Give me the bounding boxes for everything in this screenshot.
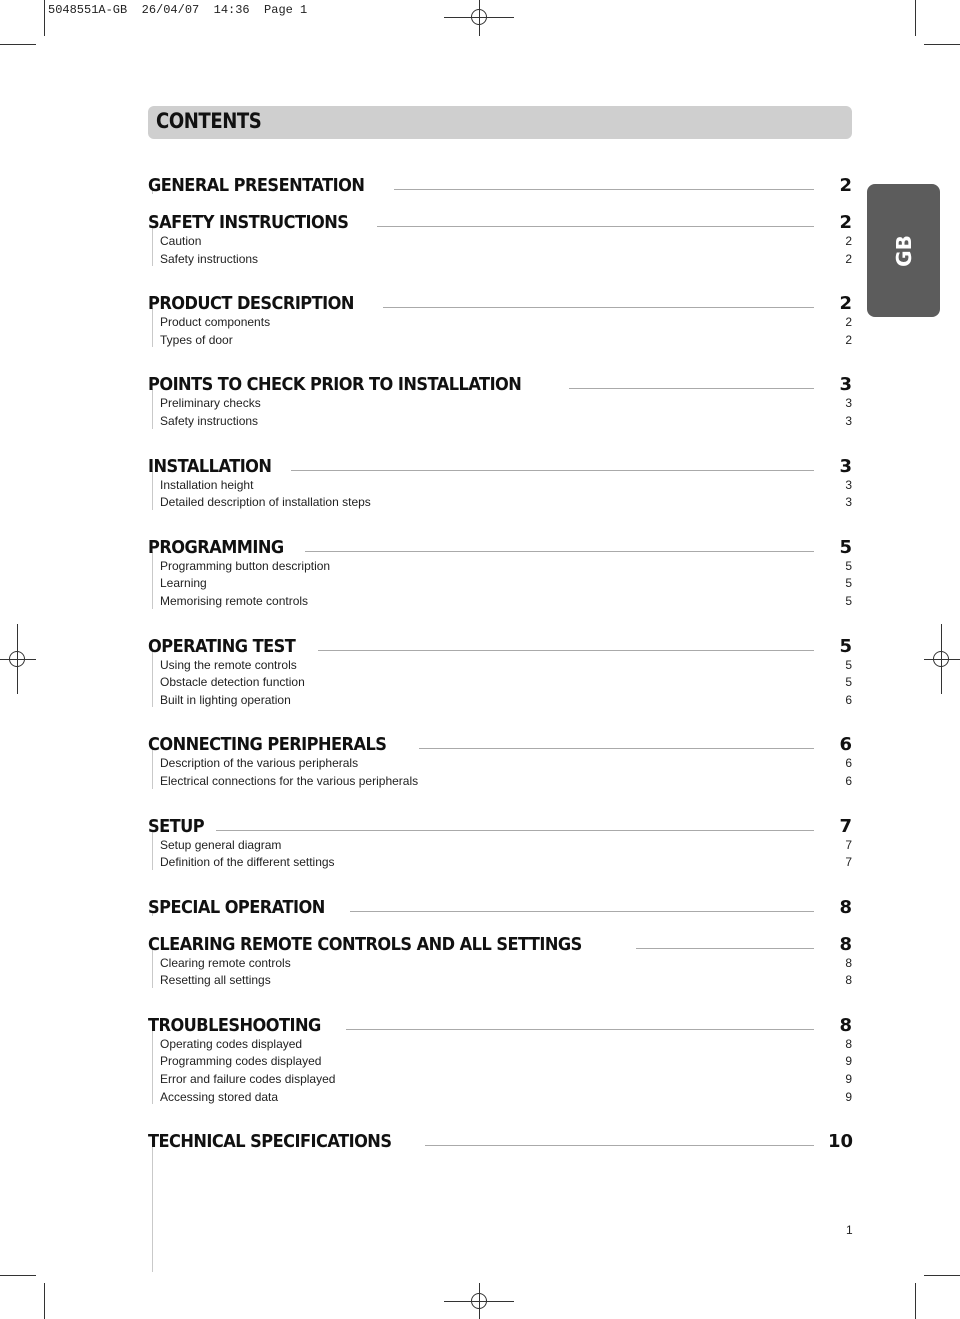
toc-section [148, 365, 852, 430]
toc-subitem-label: Clearing remote controls [160, 955, 291, 970]
toc-heading-page: 5 [839, 536, 852, 558]
toc-heading-row[interactable] [148, 1122, 852, 1152]
toc-heading-row[interactable] [148, 627, 852, 657]
toc-subitem-label: Electrical connections for the various peripherals [160, 773, 419, 788]
toc-heading-title: GENERAL PRESENTATION [148, 175, 365, 196]
toc-subitem-label: Preliminary checks [160, 396, 261, 411]
toc-leader-line [425, 1144, 815, 1146]
registration-mark-right-v [941, 624, 942, 694]
registration-mark-left-h [0, 659, 36, 660]
toc-heading-row[interactable] [148, 447, 852, 477]
registration-mark-right-h [924, 659, 960, 660]
language-tab [867, 184, 940, 317]
toc-heading-row[interactable] [148, 1006, 852, 1036]
toc-subitem[interactable] [148, 314, 852, 332]
toc-subitem[interactable] [148, 395, 852, 413]
toc-subitem[interactable] [148, 332, 852, 350]
toc-subitem-page: 5 [845, 657, 852, 672]
toc-subitem[interactable] [148, 854, 852, 872]
toc-heading-page: 8 [839, 896, 852, 918]
toc-heading-row[interactable] [148, 203, 852, 233]
toc-subitem-label: Safety instructions [160, 413, 259, 428]
toc-heading-title: INSTALLATION [148, 455, 272, 477]
toc-leader-line [318, 649, 814, 651]
page-title: CONTENTS [156, 109, 262, 133]
toc-leader-line [305, 550, 814, 552]
crop-mark-bottom-right-h [924, 1275, 960, 1276]
print-slug: 5048551A-GB 26/04/07 14:36 Page 1 [48, 3, 308, 17]
toc-heading-row[interactable] [148, 528, 852, 558]
toc-heading-title: OPERATING TEST [148, 635, 296, 657]
toc-subitem-page: 6 [845, 773, 852, 788]
toc-heading-title: TECHNICAL SPECIFICATIONS [148, 1131, 392, 1153]
toc-subitem-page: 3 [845, 396, 852, 411]
toc-subitem-label: Using the remote controls [160, 657, 297, 672]
toc-subitem-page: 6 [845, 692, 852, 707]
toc-subitem-label: Programming codes displayed [160, 1054, 322, 1069]
toc-subitem-label: Detailed description of installation steps [160, 495, 371, 510]
toc-subitem-page: 9 [845, 1054, 852, 1069]
toc-subitem-label: Obstacle detection function [160, 675, 305, 690]
toc-section [148, 627, 852, 710]
toc-heading-title: PROGRAMMING [148, 536, 284, 558]
toc-subitem-label: Types of door [160, 332, 233, 347]
crop-mark-bottom-right-v [915, 1283, 916, 1319]
toc-subitem-label: Safety instructions [160, 251, 259, 266]
toc-subitem-label: Error and failure codes displayed [160, 1072, 336, 1087]
toc-heading-page: 7 [839, 815, 852, 837]
toc-leader-line [216, 829, 814, 831]
toc-subitem-page: 3 [845, 413, 852, 428]
toc-subitem-page: 7 [845, 855, 852, 870]
toc-section [148, 284, 852, 349]
toc-subitem[interactable] [148, 1089, 852, 1107]
toc-subitem-page: 3 [845, 495, 852, 510]
toc-subitem-page: 2 [845, 332, 852, 347]
toc-section [148, 725, 852, 790]
crop-mark-top-left-h [0, 44, 36, 45]
toc-heading-page: 8 [839, 933, 852, 955]
toc-subitem[interactable] [148, 413, 852, 431]
toc-section [148, 888, 852, 918]
toc-heading-title: PRODUCT DESCRIPTION [148, 293, 354, 315]
toc-subitem[interactable] [148, 955, 852, 973]
toc-subitem-label: Memorising remote controls [160, 593, 309, 608]
toc-heading-page: 3 [839, 374, 852, 396]
toc-section [148, 528, 852, 611]
registration-mark-top-v [479, 0, 480, 36]
toc-subitem-page: 3 [845, 477, 852, 492]
toc-heading-title: TROUBLESHOOTING [148, 1014, 321, 1036]
toc-section [148, 1006, 852, 1106]
toc-section [148, 447, 852, 512]
toc-leader-line [636, 947, 814, 949]
toc-section [148, 1122, 852, 1152]
toc-heading-title: CLEARING REMOTE CONTROLS AND ALL SETTINGS [148, 933, 582, 955]
toc-leader-line [383, 306, 814, 308]
toc-leader-line [419, 747, 814, 749]
language-tab-label: GB [891, 234, 916, 267]
crop-mark-bottom-left-v [44, 1283, 45, 1319]
toc-subitem-page: 8 [845, 955, 852, 970]
toc-leader-line [394, 188, 814, 190]
crop-mark-bottom-left-h [0, 1275, 36, 1276]
crop-mark-top-right-h [924, 44, 960, 45]
toc-subitem[interactable] [148, 972, 852, 990]
toc-heading-row[interactable] [148, 807, 852, 837]
toc-subitem-label: Operating codes displayed [160, 1036, 303, 1051]
toc-subitem-label: Caution [160, 234, 202, 248]
toc-heading-page: 6 [839, 734, 852, 756]
toc-subitem[interactable] [148, 494, 852, 512]
toc-subitem-page: 2 [845, 315, 852, 330]
table-of-contents [148, 166, 852, 1152]
toc-heading-title: SPECIAL OPERATION [148, 896, 325, 918]
crop-mark-top-right-v [915, 0, 916, 36]
toc-subitem-page: 9 [845, 1089, 852, 1104]
toc-subitem[interactable] [148, 558, 852, 576]
toc-heading-row[interactable] [148, 925, 852, 955]
toc-subitem[interactable] [148, 1053, 852, 1071]
crop-mark-top-left-v [44, 0, 45, 36]
toc-subitem[interactable] [148, 1071, 852, 1089]
toc-heading-row[interactable] [148, 166, 852, 196]
toc-subitem-label: Resetting all settings [160, 973, 271, 988]
toc-leader-line [569, 387, 814, 389]
toc-subitem[interactable] [148, 593, 852, 611]
toc-subitem-page: 2 [845, 251, 852, 266]
toc-subitem-label: Product components [160, 315, 271, 330]
toc-subitem-label: Definition of the different settings [160, 855, 335, 870]
toc-heading-page: 5 [839, 635, 852, 657]
toc-leader-line [350, 910, 814, 912]
toc-heading-row[interactable] [148, 888, 852, 918]
toc-subitem[interactable] [148, 773, 852, 791]
toc-subitem-label: Installation height [160, 477, 254, 492]
toc-subitem-page: 5 [845, 593, 852, 608]
toc-subitem-page: 2 [845, 234, 852, 248]
toc-subitem-label: Accessing stored data [160, 1089, 279, 1104]
page-number: 1 [846, 1223, 853, 1237]
toc-heading-title: POINTS TO CHECK PRIOR TO INSTALLATION [148, 374, 522, 396]
toc-subitem-page: 5 [845, 576, 852, 591]
toc-subitem[interactable] [148, 692, 852, 710]
toc-subitem-label: Built in lighting operation [160, 692, 291, 707]
toc-subitem[interactable] [148, 251, 852, 269]
toc-section [148, 807, 852, 872]
toc-leader-line [377, 225, 814, 227]
toc-subitem-page: 5 [845, 558, 852, 573]
toc-subitem-page: 9 [845, 1072, 852, 1087]
toc-section [148, 925, 852, 990]
toc-heading-title: SAFETY INSTRUCTIONS [148, 212, 349, 233]
toc-subitem[interactable] [148, 477, 852, 495]
toc-leader-line [291, 469, 814, 471]
registration-mark-left-v [17, 624, 18, 694]
contents-header-bar [148, 106, 852, 139]
toc-subitem[interactable] [148, 575, 852, 593]
toc-subitem[interactable] [148, 657, 852, 675]
toc-subitem[interactable] [148, 674, 852, 692]
toc-subitem-label: Programming button description [160, 558, 331, 573]
toc-subitem-label: Description of the various peripherals [160, 756, 359, 771]
toc-heading-page: 8 [839, 1014, 852, 1036]
toc-heading-title: CONNECTING PERIPHERALS [148, 734, 387, 756]
toc-subitem[interactable] [148, 233, 852, 251]
toc-heading-row[interactable] [148, 365, 852, 395]
toc-heading-page: 2 [839, 175, 852, 196]
toc-subitem-label: Setup general diagram [160, 837, 282, 852]
toc-subitem-page: 5 [845, 675, 852, 690]
toc-heading-page: 10 [828, 1131, 854, 1153]
toc-subitem-page: 6 [845, 756, 852, 771]
toc-subitem-page: 7 [845, 837, 852, 852]
toc-heading-row[interactable] [148, 284, 852, 314]
toc-subitem-page: 8 [845, 973, 852, 988]
toc-subitem[interactable] [148, 837, 852, 855]
toc-subitem[interactable] [148, 755, 852, 773]
toc-heading-row[interactable] [148, 725, 852, 755]
toc-subitem[interactable] [148, 1036, 852, 1054]
toc-heading-page: 2 [839, 293, 852, 315]
toc-section [148, 166, 852, 196]
toc-subitem-label: Learning [160, 576, 207, 591]
registration-mark-bottom-v [479, 1283, 480, 1319]
toc-heading-title: SETUP [148, 815, 205, 837]
toc-heading-page: 3 [839, 455, 852, 477]
toc-subitem-page: 8 [845, 1036, 852, 1051]
toc-section [148, 203, 852, 268]
toc-leader-line [346, 1028, 814, 1030]
toc-heading-page: 2 [839, 212, 852, 233]
